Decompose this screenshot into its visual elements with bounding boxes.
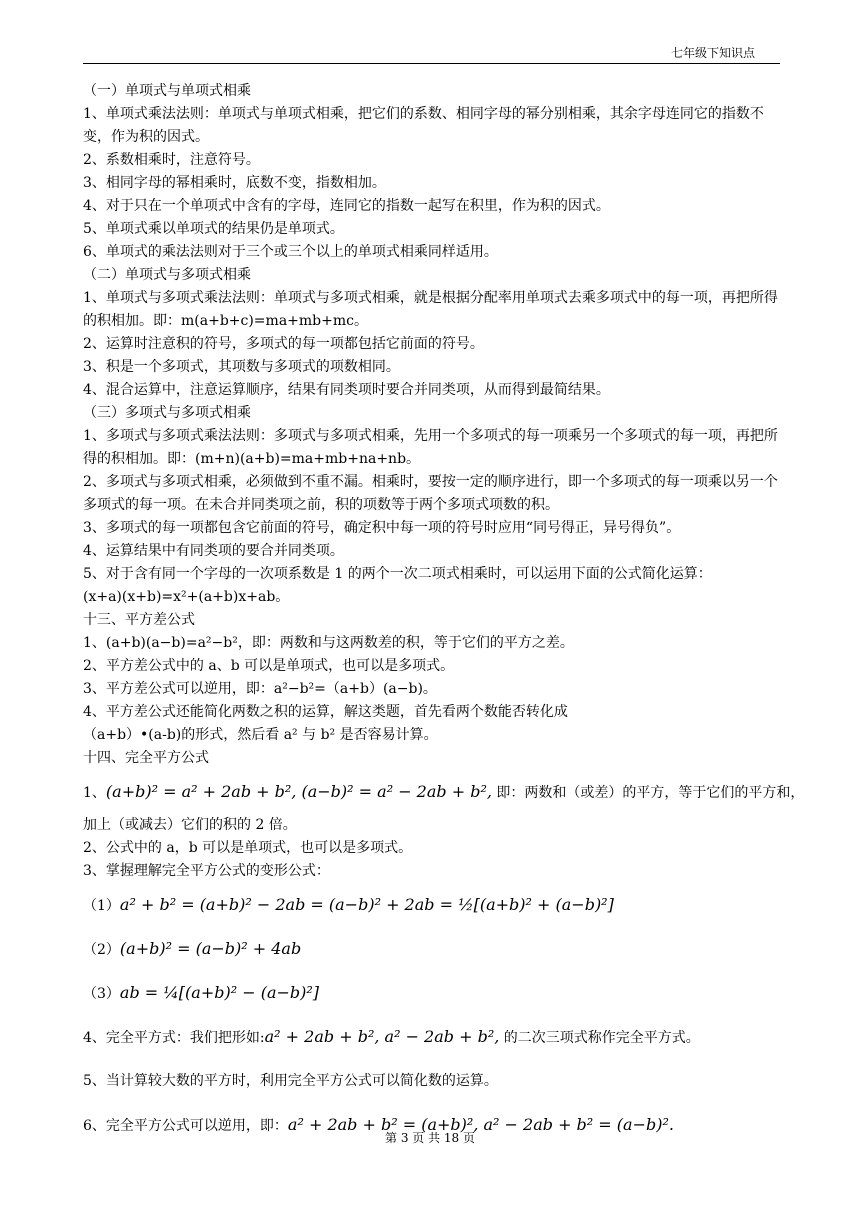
s13-item-2: 2、平方差公式中的 a、b 可以是单项式，也可以是多项式。 [83,658,455,674]
variant-3-formula: ab = ¼[(a+b)² − (a−b)²] [119,983,320,1002]
section-title-13: 十三、平方差公式 [83,612,195,628]
variant-2-formula: (a+b)² = (a−b)² + 4ab [119,939,302,958]
s14-item-1-text: 即：两数和（或差）的平方，等于它们的平方和， [491,785,805,801]
s14-item-4-tail: 的二次三项式称作完全平方式。 [499,1030,700,1046]
s2-item-1: 1、单项式与多项式乘法法则：单项式与多项式相乘，就是根据分配率用单项式去乘多项式中的每一项，再把所得的积相加。即：m(a+b+c)=ma+mb+mc。 [83,290,778,329]
s13-item-3: 3、平方差公式可以逆用，即：a²−b²=（a+b）(a−b)。 [83,681,437,697]
header-title: 七年级下知识点 [670,46,755,60]
section-title-14: 十四、完全平方公式 [83,750,209,766]
s14-item-2: 2、公式中的 a，b 可以是单项式，也可以是多项式。 [83,840,413,856]
s3-item-4: 4、运算结果中有同类项的要合并同类项。 [83,543,344,559]
header-rule [83,63,780,64]
s13-item-4: 4、平方差公式还能简化两数之积的运算，解这类题，首先看两个数能否转化成 [83,704,568,720]
page-footer: 第 3 页 共 18 页 [385,1131,475,1145]
s14-item-5: 5、当计算较大数的平方时，利用完全平方公式可以简化数的运算。 [83,1073,498,1089]
s3-item-1: 1、多项式与多项式乘法法则：多项式与多项式相乘，先用一个多项式的每一项乘另一个多项式的每一项，再把所得的积相加。即：(m+n)(a+b)=ma+mb+na+nb。 [83,428,778,467]
s14-item-1 [83,770,805,814]
s1-item-4: 4、对于只在一个单项式中含有的字母，连同它的指数一起写在积里，作为积的因式。 [83,198,610,214]
s2-item-2: 2、运算时注意积的符号，多项式的每一项都包括它前面的符号。 [83,336,484,352]
s1-item-5: 5、单项式乘以单项式的结果仍是单项式。 [83,221,344,237]
variant-1-label: （1） [83,898,120,914]
s14-item-6-formula: a² + 2ab + b² = (a+b)², a² − 2ab + b² = (a−b)². [287,1115,674,1134]
variant-2 [83,927,780,971]
section-title-2: （二）单项式与多项式相乘 [83,267,251,283]
s14-item-1-prefix: 1、 [83,785,106,801]
variant-1 [83,883,780,927]
page-content [83,80,805,1147]
s3-item-3: 3、多项式的每一项都包含它前面的符号，确定积中每一项的符号时应用“同号得正，异号得负”。 [83,520,681,536]
s1-item-6: 6、单项式的乘法法则对于三个或三个以上的单项式相乘同样适用。 [83,244,498,260]
s2-item-4: 4、混合运算中，注意运算顺序，结果有同类项时要合并同类项，从而得到最简结果。 [83,382,610,398]
s14-item-1-cont: 加上（或减去）它们的积的 2 倍。 [83,817,297,833]
s13-item-1: 1、(a+b)(a−b)=a²−b²，即：两数和与这两数差的积，等于它们的平方之差。 [83,635,574,651]
s3-item-5: 5、对于含有同一个字母的一次项系数是 1 的两个一次二项式相乘时，可以运用下面的公式简化运算： [83,566,712,582]
s1-item-3: 3、相同字母的幂相乘时，底数不变，指数相加。 [83,175,386,191]
s14-item-4-formula: a² + 2ab + b², a² − 2ab + b², [264,1027,500,1046]
s14-item-4-text: 4、完全平方式：我们把形如: [83,1030,265,1046]
variant-3 [83,971,780,1015]
variant-3-label: （3） [83,986,120,1002]
section-title-3: （三）多项式与多项式相乘 [83,405,251,421]
variant-2-label: （2） [83,942,120,958]
s3-formula: (x+a)(x+b)=x²+(a+b)x+ab。 [83,589,290,605]
s1-item-2: 2、系数相乘时，注意符号。 [83,152,260,168]
s14-item-3: 3、掌握理解完全平方公式的变形公式： [83,863,330,879]
variant-1-formula: a² + b² = (a+b)² − 2ab = (a−b)² + 2ab = ½[(a+b)² + (a−b)²] [119,895,614,914]
s13-item-5: （a+b）•(a-b)的形式，然后看 a² 与 b² 是否容易计算。 [83,727,438,743]
section-title-1: （一）单项式与单项式相乘 [83,83,251,99]
s2-item-3: 3、积是一个多项式，其项数与多项式的项数相同。 [83,359,400,375]
s14-item-6-text: 6、完全平方公式可以逆用，即： [83,1118,288,1134]
s14-item-1-formula: (a+b)² = a² + 2ab + b², (a−b)² = a² − 2ab + b², [105,782,492,801]
s1-item-1: 1、单项式乘法法则：单项式与单项式相乘，把它们的系数、相同字母的幂分别相乘，其余字母连同它的指数不变，作为积的因式。 [83,106,764,145]
s3-item-2: 2、多项式与多项式相乘，必须做到不重不漏。相乘时，要按一定的顺序进行，即一个多项式的每一项乘以另一个多项式的每一项。在未合并同类项之前，积的项数等于两个多项式项数的积。 [83,474,778,513]
s14-item-4 [83,1015,780,1059]
